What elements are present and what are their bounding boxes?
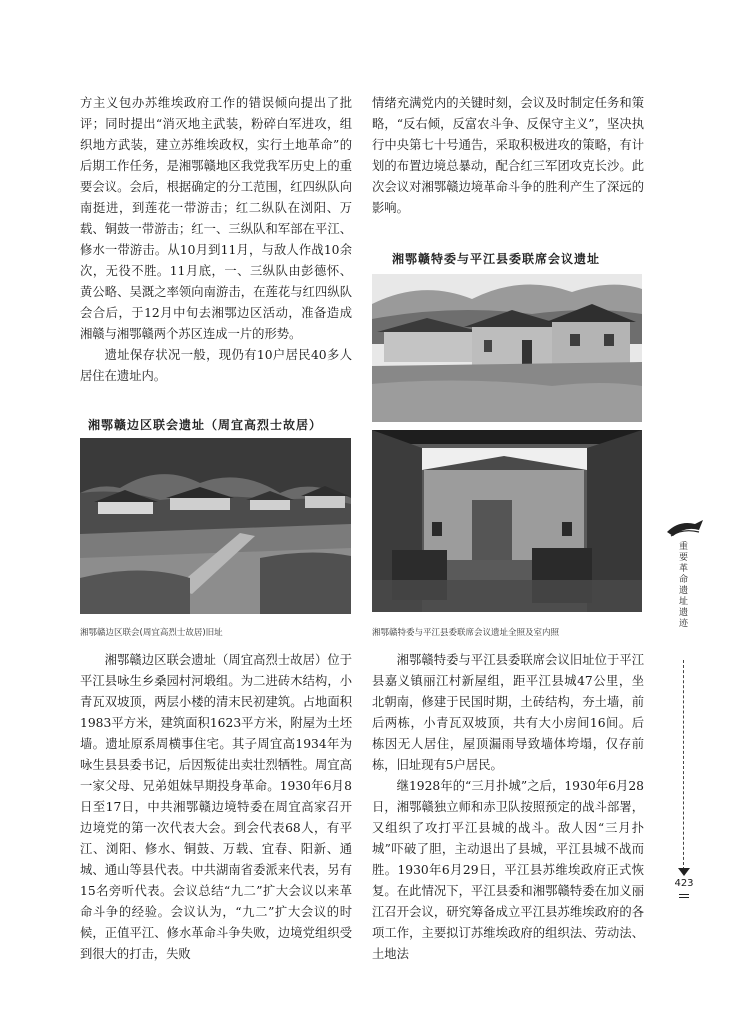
photo-caption-right: 湘鄂赣特委与平江县委联席会议遗址全照及室内照 <box>372 628 560 638</box>
section-heading-right: 湘鄂赣特委与平江县委联席会议遗址 <box>392 252 601 266</box>
paragraph: 继1928年的“三月扑城”之后，1930年6月28日，湘鄂赣独立师和赤卫队按照预定的战斗部署，又组织了攻打平江县城的战斗。敌人因“三月扑城”吓破了胆，主动退出了县城，平江县城不战而胜。1930年6月29日，平江县苏维埃政府正式恢复。在此情况下，平江县委和湘鄂赣特委在加义丽江召开会议，研究筹备成立平江县苏维埃政府的各项工作，主要拟订苏维埃政府的组织法、劳动法、土地法 <box>372 779 644 961</box>
left-column-top-text <box>80 93 352 387</box>
paragraph: 方主义包办苏维埃政府工作的错误倾向提出了批评；同时提出“消灭地主武装，粉碎白军进攻，组织地方武装，建立苏维埃政权，实行土地革命”的后期工作任务，是湘鄂赣地区我党我军历史上的重要会议。会后，根据确定的分工范围，红四纵队向南挺进，到莲花一带游击；红二纵队在浏阳、万载、铜鼓一带游击；红一、三纵队和军部在平江、修水一带游击。从10月到11月，与敌人作战10余次，无役不胜。11月底，一、三纵队由彭德怀、黄公略、吴溉之率领向南游击，在莲花与红四纵队会合后，于12月中旬去湘鄂边区活动，准备造成湘赣与湘鄂赣两个苏区连成一片的形势。 <box>80 96 352 341</box>
photo-caption-left: 湘鄂赣边区联会(周宜高烈士故居)旧址 <box>80 628 223 638</box>
paragraph: 湘鄂赣特委与平江县委联席会议旧址位于平江县嘉义镇丽江村新屋组，距平江县城47公里，坐北朝南，修建于民国时期，土砖结构，夯土墙，前后两栋，小青瓦双坡顶，共有大小房间16间。后栋因无人居住，屋顶漏雨导致墙体垮塌，仅存前栋，旧址现有5户居民。 <box>372 653 644 772</box>
page-number: 423 <box>674 878 694 889</box>
paragraph: 情绪充满党内的关键时刻，会议及时制定任务和策略，“反右倾，反富农斗争、反保守主义”，坚决执行中央第七十号通告，采取积极进攻的策略，有计划的布置边境总暴动，配合红三军团攻克长沙。此次会议对湘鄂赣边境革命斗争的胜利产生了深远的影响。 <box>372 96 644 215</box>
paragraph: 湘鄂赣边区联会遗址（周宜高烈士故居）位于平江县咏生乡桑园村河塅组。为二进砖木结构，小青瓦双坡顶，两层小楼的清末民初建筑。占地面积1983平方米，建筑面积1623平方米，附屋为土坯墙。遗址原系周横事住宅。其子周宜高1934年为咏生县县委书记，后因叛徒出卖壮烈牺牲。周宜高一家父母、兄弟姐妹早期投身革命。1930年6月8日至17日，中共湘鄂赣边境特委在周宜高家召开边境党的第一次代表大会。到会代表68人，有平江、浏阳、修水、铜鼓、万载、宜春、阳新、通城、通山等县代表。中共湖南省委派来代表，另有15名旁听代表。会议总结“九二”扩大会议以来革命斗争的经验。会议认为，“九二”扩大会议的时候，正值平江、修水革命斗争失败，边境党组织受到很大的打击，失败 <box>80 653 352 961</box>
page-number-dashes <box>679 894 689 895</box>
down-arrow-icon <box>678 868 690 876</box>
paragraph: 遗址保存状况一般，现仍有10户居民40多人居住在遗址内。 <box>80 348 352 383</box>
chapter-sidebar <box>671 520 715 940</box>
photo-meeting-site-interior <box>372 430 642 612</box>
right-column-top-text <box>372 93 644 219</box>
photo-meeting-site-exterior <box>372 274 642 422</box>
right-column-bottom-text <box>372 650 644 965</box>
section-heading-left: 湘鄂赣边区联会遗址（周宜高烈士故居） <box>88 418 323 432</box>
book-icon <box>665 516 705 540</box>
left-column-bottom-text <box>80 650 352 965</box>
photo-village-bridge <box>80 438 351 614</box>
sidebar-dashed-line <box>683 660 685 870</box>
chapter-label: 重要革命遗址遗迹 <box>678 542 688 629</box>
